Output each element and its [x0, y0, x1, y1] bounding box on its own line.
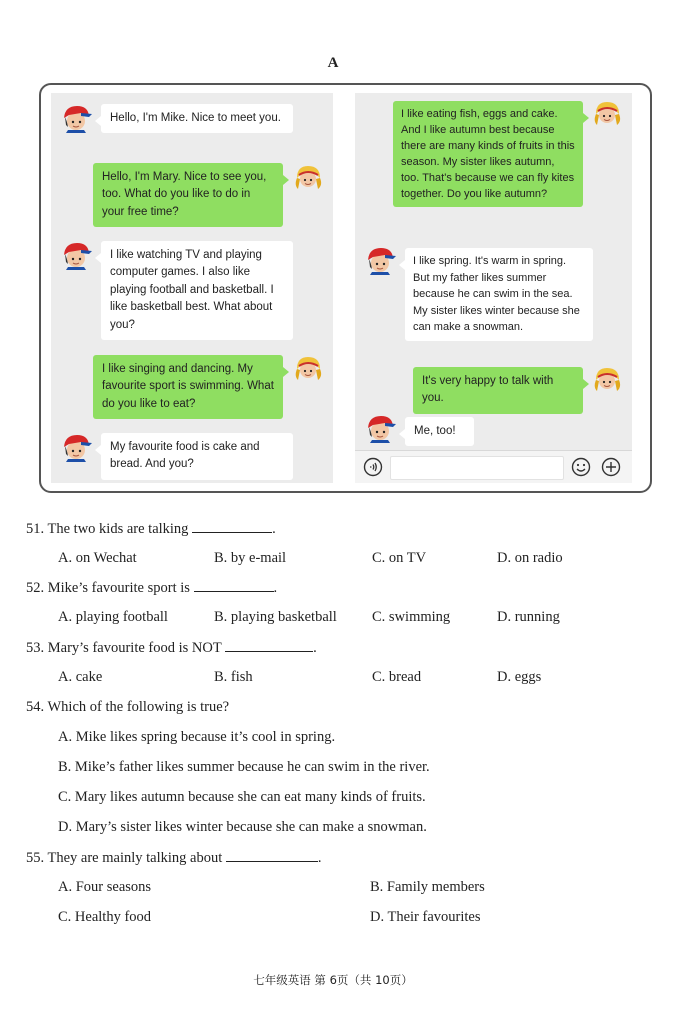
mike-avatar-icon [59, 240, 93, 270]
mike-avatar-icon [59, 432, 93, 462]
option: B. Family members [370, 879, 485, 895]
option: A. cake [58, 669, 103, 685]
chat-bubble-mike: I like spring. It's warm in spring. But my father likes summer because he can swim in the sea. My sister likes winter because she can make a snowman. [405, 248, 593, 341]
chat-frame [39, 83, 652, 493]
chat-bubble-mary: It's very happy to talk with you. [413, 367, 583, 414]
page-footer: 七年级英语 第 6页（共 10页） [253, 973, 413, 987]
option: D. running [497, 609, 560, 625]
chat-input-bar [355, 450, 632, 483]
option: D. on radio [497, 550, 563, 566]
answer-blank [192, 520, 272, 533]
option: C. Mary likes autumn because she can eat many kinds of fruits. [58, 789, 426, 805]
message-input[interactable] [390, 456, 564, 480]
chat-bubble-mike: Me, too! [405, 417, 474, 446]
chat-pane-right [355, 93, 632, 483]
option: B. fish [214, 669, 253, 685]
mary-avatar-icon [291, 354, 325, 384]
option: A. on Wechat [58, 550, 137, 566]
option: C. swimming [372, 609, 451, 625]
option: A. Mike likes spring because it’s cool in spring. [58, 729, 336, 745]
answer-blank [194, 579, 274, 592]
chat-pane-left [51, 93, 333, 483]
chat-bubble-mary: I like eating fish, eggs and cake. And I like autumn best because there are many kinds of fruits in this season. My sister likes autumn, too. That's because we can fly kites together. Do you like autumn? [393, 101, 583, 207]
question-55: 55. They are mainly talking about . [26, 850, 322, 866]
option: B. playing basketball [214, 609, 337, 625]
chat-bubble-mary: Hello, I'm Mary. Nice to see you, too. What do you like to do in your free time? [93, 163, 283, 227]
mary-avatar-icon [590, 365, 624, 395]
section-title: A [327, 55, 339, 71]
chat-bubble-mike: I like watching TV and playing computer games. I also like playing football and basketball. I like basketball best. What about you? [101, 241, 293, 340]
option: B. Mike’s father likes summer because he can swim in the river. [58, 759, 430, 775]
option: C. on TV [372, 550, 427, 566]
option: A. playing football [58, 609, 168, 625]
mike-avatar-icon [363, 413, 397, 443]
voice-icon[interactable] [363, 457, 383, 477]
chat-bubble-mary: I like singing and dancing. My favourite sport is swimming. What do you like to eat? [93, 355, 283, 419]
question-53: 53. Mary’s favourite food is NOT . [26, 640, 317, 656]
plus-icon[interactable] [601, 457, 621, 477]
chat-bubble-mike: My favourite food is cake and bread. And you? [101, 433, 293, 480]
chat-bubble-mike: Hello, I'm Mike. Nice to meet you. [101, 104, 293, 133]
option: D. Mary’s sister likes winter because she can make a snowman. [58, 819, 427, 835]
option: D. eggs [497, 669, 542, 685]
question-52: 52. Mike’s favourite sport is . [26, 580, 278, 596]
mary-avatar-icon [291, 163, 325, 193]
option: B. by e-mail [214, 550, 287, 566]
mike-avatar-icon [59, 103, 93, 133]
option: C. bread [372, 669, 422, 685]
mary-avatar-icon [590, 99, 624, 129]
question-54: 54. Which of the following is true? [26, 699, 230, 715]
answer-blank [225, 639, 313, 652]
option: A. Four seasons [58, 879, 152, 895]
question-51: 51. The two kids are talking . [26, 521, 276, 537]
emoji-icon[interactable] [571, 457, 591, 477]
option: C. Healthy food [58, 909, 152, 925]
answer-blank [226, 849, 318, 862]
mike-avatar-icon [363, 245, 397, 275]
option: D. Their favourites [370, 909, 481, 925]
